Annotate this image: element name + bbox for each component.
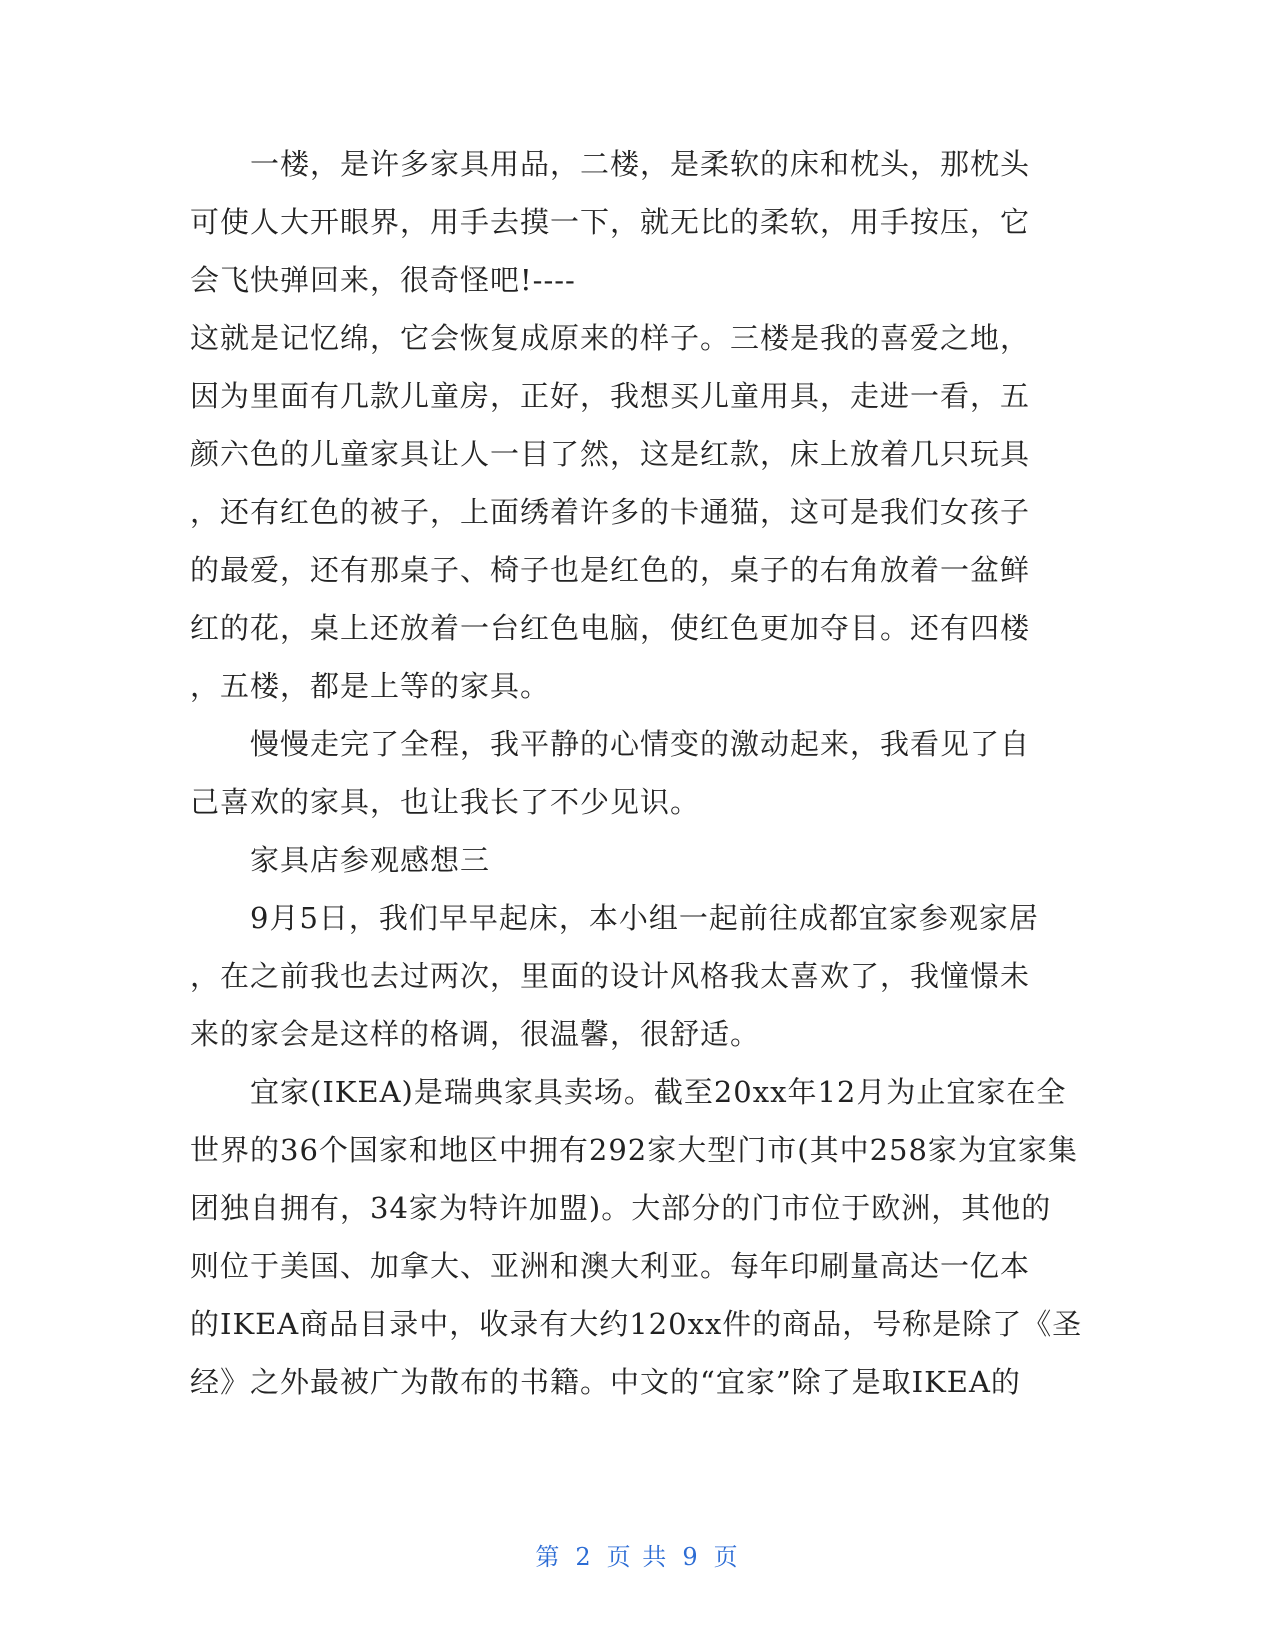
paragraph-line: 红的花，桌上还放着一台红色电脑，使红色更加夺目。还有四楼	[190, 611, 1031, 645]
paragraph-line: ，还有红色的被子，上面绣着许多的卡通猫，这可是我们女孩子	[190, 495, 1031, 529]
paragraph-line: 宜家(IKEA)是瑞典家具卖场。截至20xx年12月为止宜家在全	[250, 1075, 1067, 1109]
paragraph-line: 己喜欢的家具，也让我长了不少见识。	[190, 785, 701, 819]
paragraph-line: 的最爱，还有那桌子、椅子也是红色的，桌子的右角放着一盆鲜	[190, 553, 1031, 587]
total-pages-number: 9	[682, 1543, 700, 1571]
paragraph-line: 可使人大开眼界，用手去摸一下，就无比的柔软，用手按压，它	[190, 205, 1031, 239]
paragraph-line: 这就是记忆绵，它会恢复成原来的样子。三楼是我的喜爱之地，	[190, 321, 1031, 355]
paragraph-line: 团独自拥有，34家为特许加盟)。大部分的门市位于欧洲，其他的	[190, 1191, 1052, 1225]
section-heading: 家具店参观感想三	[250, 843, 491, 877]
paragraph-line: ，五楼，都是上等的家具。	[190, 669, 551, 703]
page-footer	[0, 1540, 1275, 1574]
paragraph-line: ，在之前我也去过两次，里面的设计风格我太喜欢了，我憧憬未	[190, 959, 1031, 993]
footer-prefix: 第	[535, 1543, 562, 1571]
paragraph-line: 颜六色的儿童家具让人一目了然，这是红款，床上放着几只玩具	[190, 437, 1031, 471]
paragraph-line: 一楼，是许多家具用品，二楼，是柔软的床和枕头，那枕头	[250, 147, 1031, 181]
paragraph-line: 9月5日，我们早早起床，本小组一起前往成都宜家参观家居	[250, 901, 1039, 935]
paragraph-line: 因为里面有几款儿童房，正好，我想买儿童用具，走进一看，五	[190, 379, 1031, 413]
footer-middle: 页 共	[606, 1543, 669, 1571]
paragraph-line: 来的家会是这样的格调，很温馨，很舒适。	[190, 1017, 761, 1051]
paragraph-line: 经》之外最被广为散布的书籍。中文的“宜家”除了是取IKEA的	[190, 1365, 1021, 1399]
paragraph-line: 会飞快弹回来，很奇怪吧!----	[190, 263, 576, 297]
current-page-number: 2	[575, 1543, 593, 1571]
paragraph-line: 则位于美国、加拿大、亚洲和澳大利亚。每年印刷量高达一亿本	[190, 1249, 1031, 1283]
paragraph-line: 的IKEA商品目录中，收录有大约120xx件的商品，号称是除了《圣	[190, 1307, 1083, 1341]
paragraph-line: 世界的36个国家和地区中拥有292家大型门市(其中258家为宜家集	[190, 1133, 1078, 1167]
paragraph-line: 慢慢走完了全程，我平静的心情变的激动起来，我看见了自	[250, 727, 1031, 761]
footer-suffix: 页	[713, 1543, 740, 1571]
